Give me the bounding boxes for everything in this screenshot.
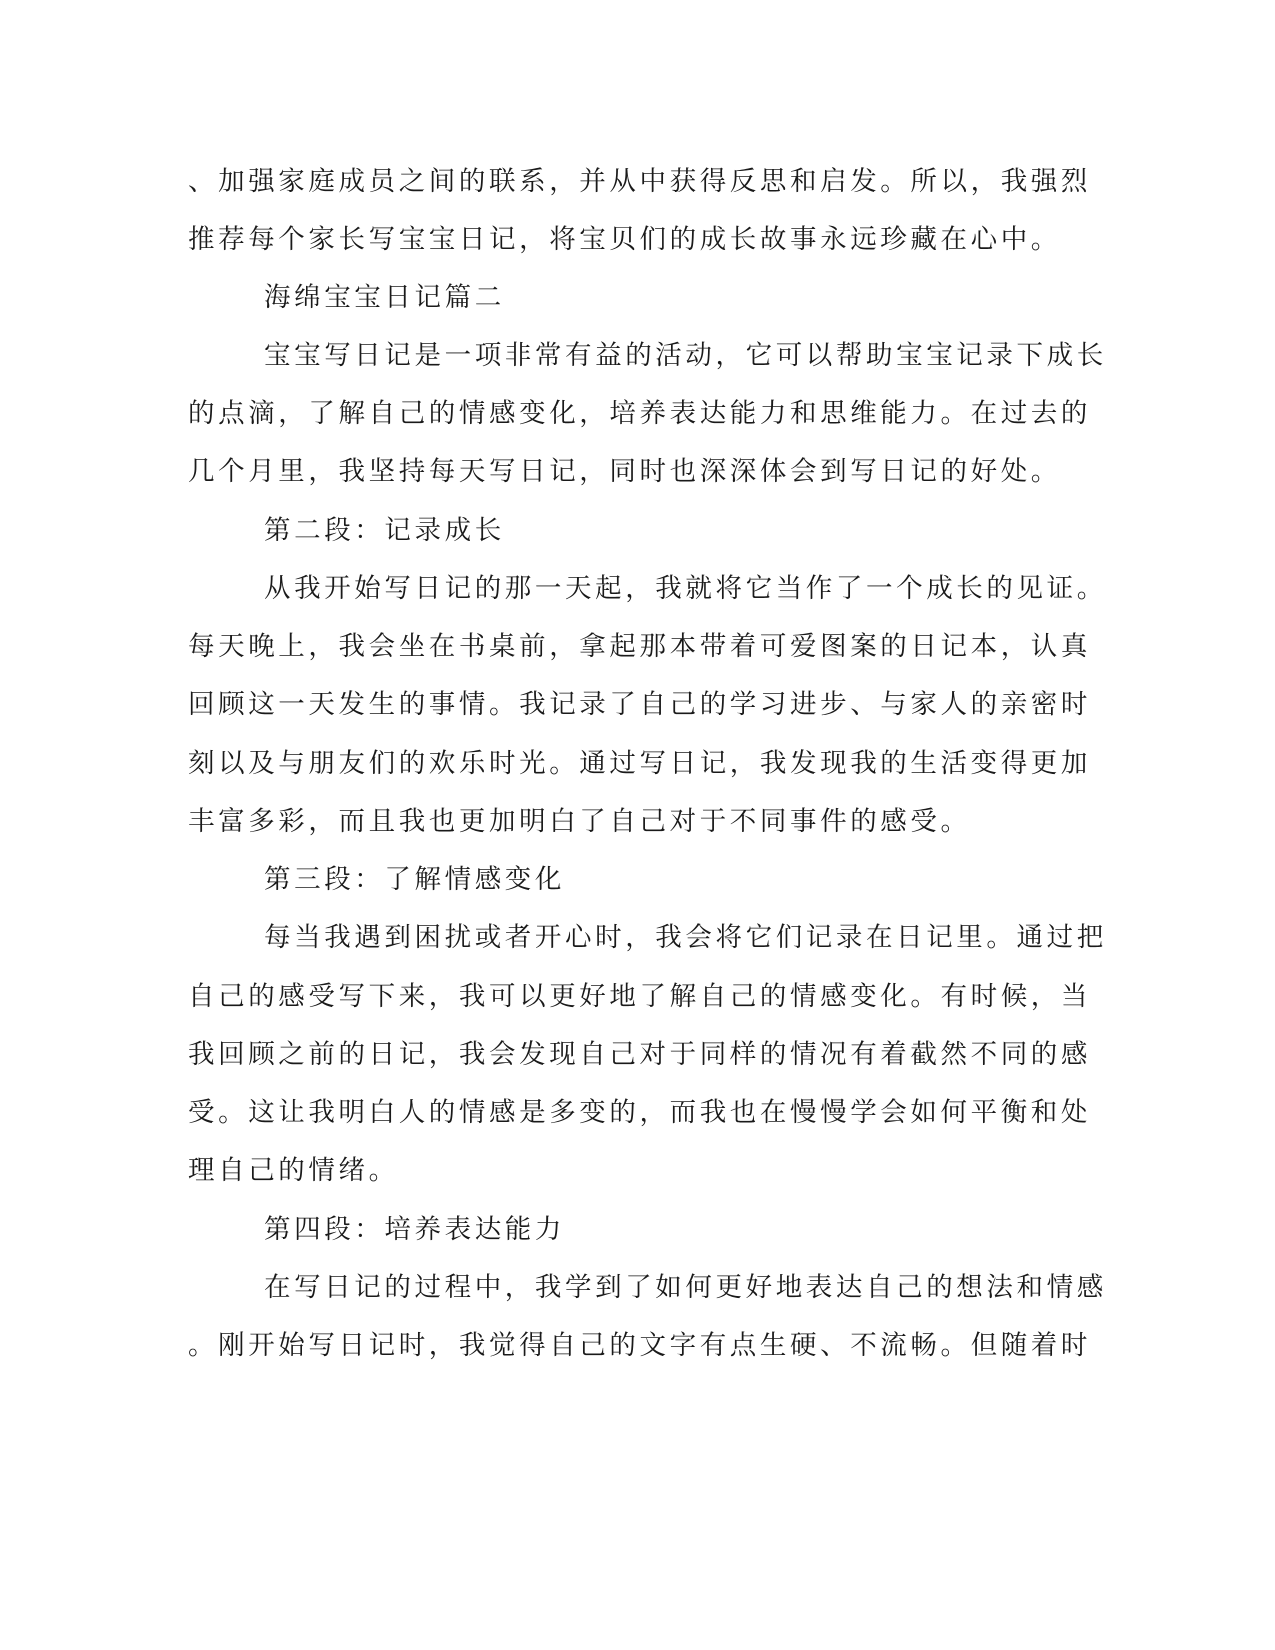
text-line: 、加强家庭成员之间的联系，并从中获得反思和启发。所以，我强烈 [188, 166, 1091, 197]
paragraph-first-line: 在写日记的过程中，我学到了如何更好地表达自己的想法和情感 [264, 1272, 1107, 1303]
text-line: 我回顾之前的日记，我会发现自己对于同样的情况有着截然不同的感 [188, 1039, 1091, 1070]
text-line: 理自己的情绪。 [188, 1155, 399, 1186]
section-heading: 海绵宝宝日记篇二 [264, 282, 505, 313]
text-line: 每天晚上，我会坐在书桌前，拿起那本带着可爱图案的日记本，认真 [188, 631, 1091, 662]
section-heading: 第四段：培养表达能力 [264, 1214, 565, 1245]
section-heading: 第三段：了解情感变化 [264, 864, 565, 895]
section-heading: 第二段：记录成长 [264, 515, 505, 546]
text-line: 推荐每个家长写宝宝日记，将宝贝们的成长故事永远珍藏在心中。 [188, 224, 1061, 255]
text-line: 刻以及与朋友们的欢乐时光。通过写日记，我发现我的生活变得更加 [188, 748, 1091, 779]
text-line: 几个月里，我坚持每天写日记，同时也深深体会到写日记的好处。 [188, 456, 1061, 487]
text-line: 回顾这一天发生的事情。我记录了自己的学习进步、与家人的亲密时 [188, 689, 1091, 720]
text-line: 受。这让我明白人的情感是多变的，而我也在慢慢学会如何平衡和处 [188, 1097, 1091, 1128]
text-line: 自己的感受写下来，我可以更好地了解自己的情感变化。有时候，当 [188, 981, 1091, 1012]
paragraph-first-line: 宝宝写日记是一项非常有益的活动，它可以帮助宝宝记录下成长 [264, 340, 1107, 371]
text-line: 。刚开始写日记时，我觉得自己的文字有点生硬、不流畅。但随着时 [188, 1330, 1091, 1361]
text-line: 丰富多彩，而且我也更加明白了自己对于不同事件的感受。 [188, 806, 971, 837]
text-line: 的点滴，了解自己的情感变化，培养表达能力和思维能力。在过去的 [188, 398, 1091, 429]
paragraph-first-line: 每当我遇到困扰或者开心时，我会将它们记录在日记里。通过把 [264, 922, 1107, 953]
paragraph-first-line: 从我开始写日记的那一天起，我就将它当作了一个成长的见证。 [264, 573, 1107, 604]
